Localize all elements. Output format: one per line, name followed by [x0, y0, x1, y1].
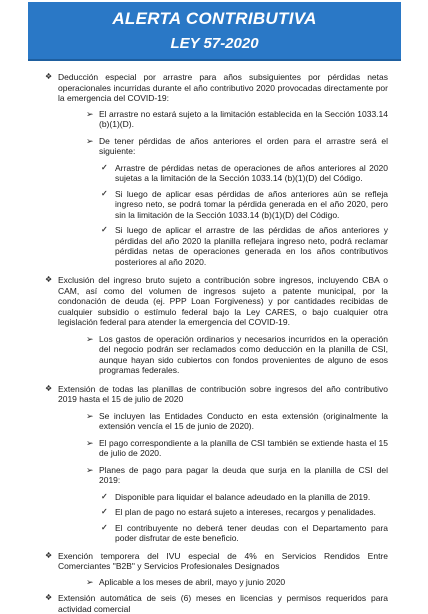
section-item [0, 551, 428, 572]
diamond-bullet-icon: ❖ [45, 72, 53, 81]
sub-item [0, 109, 428, 130]
sub-item [0, 136, 428, 157]
section-text: Deducción especial por arrastre para años subsiguientes por pérdidas netas operacionales incurridas durante el año contributivo 2020 provocadas directamente por la emergencia del COVID-19: [58, 72, 388, 103]
section-text: Extensión automática de seis (6) meses en licencias y permisos requeridos para actividad comercial [58, 593, 388, 614]
arrow-bullet-icon: ➢ [86, 410, 94, 421]
arrow-bullet-icon: ➢ [86, 108, 94, 119]
section-text: Exención temporera del IVU especial de 4% en Servicios Rendidos Entre Comerciantes "B2B" y Servicios Profesionales Designados [58, 550, 388, 571]
check-text: Si luego de aplicar el arrastre de las pérdidas de años anteriores y pérdidas del año 2020 la planilla reflejara ingreso neto, podrá reclamar pérdidas netas de operaciones generada en los años contributivos posteriores al año 2020. [115, 225, 388, 267]
check-item [0, 507, 428, 518]
section-item [0, 384, 428, 405]
sub-item [0, 465, 428, 486]
check-item [0, 163, 428, 184]
page-subtitle: LEY 57-2020 [170, 35, 259, 52]
section-text: Extensión de todas las planillas de contribución sobre ingresos del año contributivo 2019 hasta el 15 de julio de 2020 [58, 383, 388, 404]
diamond-bullet-icon: ❖ [45, 275, 53, 284]
arrow-bullet-icon: ➢ [86, 333, 94, 344]
check-icon: ✓ [101, 522, 108, 532]
check-item [0, 189, 428, 221]
sub-item [0, 577, 428, 588]
check-icon: ✓ [101, 162, 108, 172]
check-icon: ✓ [101, 507, 108, 516]
sub-text: De tener pérdidas de años anteriores el orden para el arrastre será el siguiente: [99, 135, 388, 156]
check-text: El plan de pago no estará sujeto a intereses, recargos y penalidades. [115, 507, 376, 517]
diamond-bullet-icon: ❖ [45, 593, 53, 602]
sub-text: El arrastre no estará sujeto a la limitación establecida en la Sección 1033.14 (b)(1)(D). [99, 108, 388, 129]
sub-text: Se incluyen las Entidades Conducto en esta extensión (originalmente la extensión vencía el 15 de junio de 2020). [99, 410, 388, 431]
header-banner [28, 2, 401, 61]
check-icon: ✓ [101, 491, 108, 501]
check-text: El contribuyente no deberá tener deudas con el Departamento para poder disfrutar de este beneficio. [115, 522, 388, 543]
diamond-bullet-icon: ❖ [45, 383, 53, 393]
check-text: Si luego de aplicar esas pérdidas de años anteriores aún se refleja ingreso neto, se podrá tomar la pérdida generada en el año 2020, pero sin la limitación de la Sección 1033.14 (b)(1)(D) del Código. [115, 188, 388, 220]
sub-item [0, 334, 428, 376]
arrow-bullet-icon: ➢ [86, 135, 94, 146]
check-item [0, 523, 428, 544]
section-item [0, 275, 428, 328]
section-text: Exclusión del ingreso bruto sujeto a contribución sobre ingresos, incluyendo CBA o CAM, así como del volumen de ingresos sujeto a patente municipal, por la condonación de deuda (ej. PPP Loan Forgiveness) y por cantidades recibidas de cualquier subsidio o estímulo federal bajo la Ley CARES, o bajo cualquier otra legislación federal para atender la emergencia del COVID-19. [58, 275, 388, 327]
diamond-bullet-icon: ❖ [45, 550, 53, 560]
section-item [0, 593, 428, 614]
content [0, 72, 428, 614]
check-item [0, 225, 428, 267]
check-text: Disponible para liquidar el balance adeudado en la planilla de 2019. [115, 491, 371, 502]
sub-text: Planes de pago para pagar la deuda que surja en la planilla de CSI del 2019: [99, 464, 388, 485]
sub-item [0, 411, 428, 432]
arrow-bullet-icon: ➢ [86, 464, 94, 475]
check-icon: ✓ [101, 188, 108, 198]
check-text: Arrastre de pérdidas netas de operaciones de años anteriores al 2020 sujetas a la limitación de la Sección 1033.14 (b)(1)(D) del Código. [115, 162, 388, 183]
page-title: ALERTA CONTRIBUTIVA [112, 9, 317, 28]
arrow-bullet-icon: ➢ [86, 437, 94, 448]
check-icon: ✓ [101, 225, 108, 234]
check-item [0, 492, 428, 503]
sub-item [0, 438, 428, 459]
sub-text: Aplicable a los meses de abril, mayo y junio 2020 [99, 576, 286, 587]
sub-text: Los gastos de operación ordinarios y necesarios incurridos en la operación del negocio podrán ser reclamados como deducción en la planilla de CSI, aunque hayan sido cubiertos con fondos provenientes de alguno de esos programas federales. [99, 333, 388, 375]
arrow-bullet-icon: ➢ [86, 576, 94, 587]
sub-text: El pago correspondiente a la planilla de CSI también se extiende hasta el 15 de julio de 2020. [99, 437, 388, 458]
section-item [0, 72, 428, 104]
